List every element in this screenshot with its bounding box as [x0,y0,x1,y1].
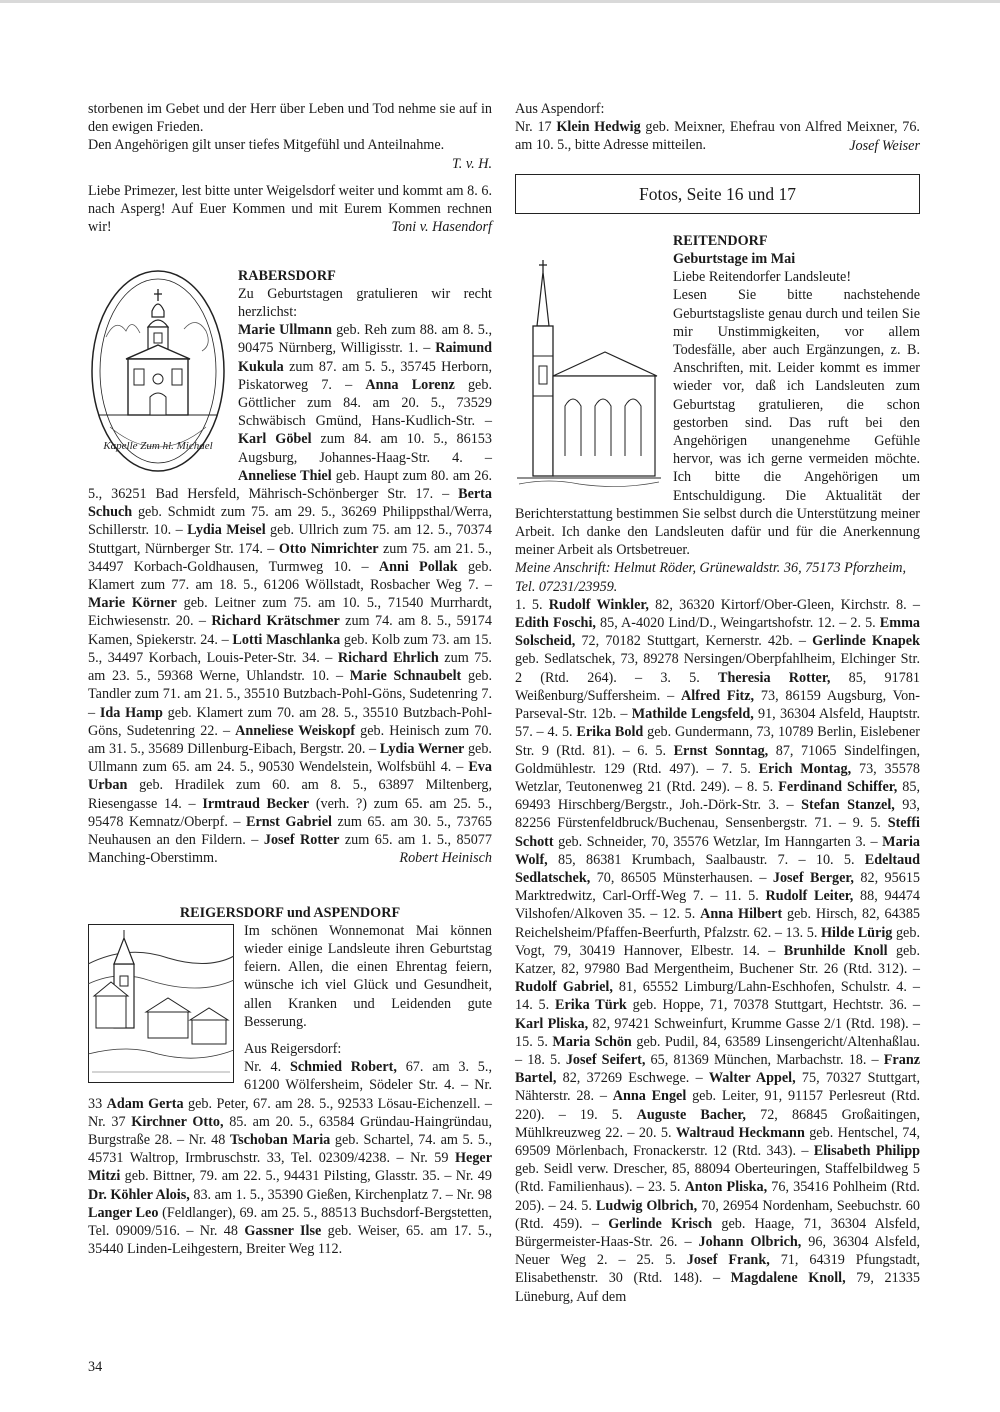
photo-reference-box [515,174,920,214]
entry-name: Stefan Stanzel, [801,797,895,814]
entry-name: Ludwig Olbrich, [595,1197,698,1214]
aspendorf-label: Aus Aspendorf: [515,101,605,117]
entry-name: Emma Solscheid, [515,615,920,650]
reigersdorf-entries [88,1058,492,1258]
entry-text: 83. am 1. 5., 35390 Gießen, Kirchenplatz 7. – [189,1186,457,1203]
entry-name: Edith Foschi, [515,615,596,632]
entry-name: Tschoban Maria [229,1131,331,1148]
entry-text: geb. Klamert zum 70. am 28. 5., 35510 Butzbach-Pohl-Göns, Sudetenring 22. – [88,704,493,739]
entry-name: Kirchner Otto, [131,1113,224,1130]
rabersdorf-section [88,267,492,868]
entry-text: geb. Hradilek zum 60. am 8. 5., 63897 Miltenberg, Riesengasse 14. – [88,777,492,812]
entry-text: 72, 70182 Stuttgart, Kernerstr. 42b. – [575,633,813,650]
entry-name: Brunhilde Knoll [783,942,888,959]
entry-name: Dr. Köhler Alois, [88,1186,190,1203]
entry-name: Otto Nimrichter [278,540,379,557]
intro-signature-1: T. v. H. [451,155,492,172]
entry-text: 82, 37269 Eschwege. – [556,1070,709,1087]
reigersdorf-heading: REIGERSDORF und ASPENDORF [179,904,401,921]
intro-signature-2: Toni v. Hasendorf [391,219,492,236]
entry-name: Anna Lorenz [365,376,455,393]
entry-name: Rudolf Leiter, [765,888,854,905]
reigersdorf-intro: Im schönen Wonnemonat Mai können wieder einige Landsleute ihren Geburtstag feiern. Allen, die einen Ehrentag feiern, wünsche ich viel Glück und Gesundheit, allen Kranken und Leidenden gute Besserung. [244,922,492,1030]
entry-name: Maria Schön [552,1033,632,1050]
entry-number: 1. 5. [515,596,549,613]
entry-name: Schmied Robert, [289,1059,397,1076]
entry-text: zum 65. am 30. 5., 73765 Neuhausen an den Fildern. – [88,813,492,848]
entry-text: 82, 36320 Kirtorf/Ober-Gleen, Kirchstr. 8. – [648,596,920,613]
entry-text: geb. Göttlicher zum 84. am 20. 5., 73529 Schwäbisch Gmünd, Hans-Kudlich-Str. – [238,376,492,430]
entry-text: geb. Leitner zum 75. am 10. 5., 71540 Murrhardt, Eichwiesenstr. 20. – [88,595,492,630]
entry-text: 70, 26954 Nordenham, Seebuchstr. 60 (Rtd. 459). – [515,1197,920,1232]
entry-number: Nr. 48 [199,1222,245,1239]
aspendorf-signature: Josef Weiser [849,137,920,154]
entry-text: 93, 82256 Fürstenfeldbruck/Buchenau, Sensenbergstr. 71. – 9. 5. [515,797,920,832]
entry-name: Richard Krätschmer [211,613,340,630]
intro-paragraph-1: storbenen im Gebet und der Herr über Leben und Tod nehme sie auf in den ewigen Frieden. [88,101,492,136]
reitendorf-entries [515,596,920,1306]
entry-name: Johann Olbrich, [698,1233,802,1250]
entry-text: geb. Hentschel, 74, 69509 Mörlenbach, Fronackerstr. 12 (Rtd. 343). – [515,1124,920,1159]
entry-name: Gerlinde Knapek [812,633,920,650]
entry-name: Josef Rotter [263,831,340,848]
reitendorf-greeting: Liebe Reitendorfer Landsleute! [673,269,852,286]
entry-name: Gerlinde Krisch [608,1215,713,1232]
entry-text: 87, 71065 Sindelfingen, Goldmühlestr. 129 (Rtd. 497). – 7. 5. [515,742,920,777]
intro-paragraph-2: Den Angehörigen gilt unser tiefes Mitgefühl und Anteilnahme. [88,137,445,154]
entry-text: geb. Bittner, 79. am 22. 5., 94431 Pilsting, Glasstr. 35. – [120,1168,456,1185]
entry-name: Lydia Meisel [187,522,266,539]
entry-text: geb. Schneider, 70, 35576 Wetzlar, Im Hanngarten 3. – [553,833,883,850]
entry-text: zum 65. am 1. 5., 85077 Manching-Oberstimm. [88,831,492,867]
entry-text: geb. Ullrich zum 75. am 12. 5., 70374 Stuttgart, Nürnberger Str. 174. – [88,522,492,557]
entry-name: Eva Urban [88,759,492,794]
entry-text: geb. Schartel, 74. am 5. 5., 45731 Waltrop, Irmbruschstr. 33, Tel. 02309/4238. – [88,1131,493,1167]
entry-text: 71, 64319 Pfungstadt, Elisabethenstr. 30 (Rtd. 148). – [515,1252,920,1287]
entry-name: Anni Pollak [378,558,458,575]
entry-name: Walter Appel, [708,1070,796,1087]
entry-text: geb. Haupt zum 80. am 26. 5., 36251 Bad Hersfeld, Mährisch-Schönberger Str. 17. – [88,467,492,503]
entry-number: Nr. 49 [455,1168,492,1185]
entry-name: Franz Bartel, [515,1051,921,1087]
entry-text: zum 75. am 23. 5., 59368 Werne, Uhlandstr. 10. – [88,649,492,685]
entry-name: Marie Ullmann [238,322,332,339]
entry-text: geb. Kolb zum 73. am 15. 5., 34497 Korbach, Louis-Peter-Str. 34. – [88,631,492,666]
church-illustration [515,256,663,494]
entry-text: geb. Haage, 71, 36304 Alsfeld, Bürgermeister-Haas-Str. 26. – [515,1215,920,1250]
reigersdorf-sublabel: Aus Reigersdorf: [244,1040,342,1057]
reitendorf-body: Lesen Sie bitte nachstehende Geburtstagsliste genau durch und teilen Sie mir Unstimmigkeiten, vor allem Todesfälle, aber auch Ergänzungen, z. B. Anschriften, mit. Leider kommt es immer wieder vor, daß ich Landsleuten zum Geburtstag gratulieren, die schon gestorben sind. Das ruft bei den Angehörigen unangenehme Gefühle hervor, was ich gerne vermeiden möchte. Ich bitte die Angehörigen um Entschuldigung. Die Aktualität der Berichterstattung bestimmen Sie selbst durch die Unterstützung meiner Arbeit. Ich danke den Landsleuten dafür und für die Anerkennung meiner Arbeit als Ortsbetreuer. [515,287,920,559]
entry-name: Rudolf Winkler, [548,596,649,613]
entry-name: Theresia Rotter, [718,669,831,686]
entry-text: 75, 70327 Stuttgart, Nähterstr. 28. – [515,1070,920,1105]
entry-number: Nr. 4. [244,1059,290,1076]
entry-text: geb. Seidl verw. Drescher, 85, 88094 Oberteuringen, Staffelbildweg 5 (Rtd. Familienhaus). – 23. 5. [515,1161,920,1196]
entry-text: geb. Hirsch, 82, 64385 Reichelsheim/Pfaffen-Beerfurth, Pfalzstr. 62. – 13. 5. [515,906,921,941]
entry-text: zum 75. am 21. 5., 34497 Korbach-Goldhausen, Turmweg 10. – [88,540,492,575]
reitendorf-subheading: Geburtstage im Mai [673,251,796,268]
photo-reference-text: Fotos, Seite 16 und 17 [638,183,797,204]
entry-number: Nr. 37 [88,1113,132,1130]
entry-name: Anna Engel [612,1088,687,1105]
entry-number: Nr. 98 [456,1186,493,1203]
entry-name: Erika Türk [555,997,627,1014]
entry-text: geb. Peter, 67. am 28. 5., 92533 Lösau-Eichenzell. – [183,1095,492,1112]
entry-text: 72, 86845 Großaitingen, Mühlkreuzweg 22. – 20. 5. [515,1106,920,1141]
entry-name: Auguste Bacher, [636,1106,746,1123]
entry-name: Irmtraud Becker [202,795,310,812]
entry-text: geb. Katzer, 82, 97980 Bad Mergentheim, Buchener Str. 26 (Rtd. 312). – [515,942,920,977]
aspendorf-entry-text: geb. Meixner, Ehefrau von Alfred Meixner, 76. am 10. 5., bitte Adresse mitteilen. [515,119,920,154]
entry-text: 85, 69493 Hirschberg/Bergstr., Joh.-Dörk-Str. 3. – [515,778,920,814]
entry-text: 67. am 3. 5., 61200 Wölfersheim, Södeler Str. 4. – [244,1059,492,1094]
reitendorf-section [515,232,920,1306]
entry-name: Ferdinand Schiffer, [778,778,898,795]
entry-name: Elisabeth Philipp [813,1142,920,1159]
aspendorf-entry-number: Nr. 17 [515,119,557,136]
entry-text: zum 84. am 10. 5., 86153 Augsburg, Johannes-Haag-Str. 4. – [238,431,492,466]
aspendorf-entry-name: Klein Hedwig [556,119,641,136]
entry-text: geb. Weiser, 65. am 17. 5., 35440 Linden-Leihgestern, Breiter Weg 112. [88,1222,492,1258]
entry-name: Waltraud Heckmann [675,1124,805,1141]
chapel-inscription: Kapelle Zum hl. Michael [103,439,213,452]
entry-text: 79, 21335 Lüneburg, Auf dem [515,1270,920,1305]
page-number: 34 [88,1359,103,1375]
reitendorf-address: Meine Anschrift: Helmut Röder, Grünewaldstr. 36, 75173 Pforzheim, Tel. 07231/23959. [515,560,907,595]
intro-paragraph-3: Liebe Primezer, lest bitte unter Weigelsdorf weiter und kommt am 8. 6. nach Asperg! Auf Euer Kommen und mit Eurem Kommen rechnen wir! [88,182,492,236]
entry-name: Adam Gerta [106,1095,184,1112]
entry-name: Maria Wolf, [515,833,920,868]
entry-text: geb. Tandler zum 71. am 21. 5., 35510 Butzbach-Pohl-Göns, Sudetenring 7. – [88,668,493,721]
entry-name: Marie Körner [88,595,177,612]
page-top-rule [0,0,1000,3]
rabersdorf-heading: RABERSDORF [238,267,336,284]
entry-text: 85. am 20. 5., 63584 Gründau-Haingründau, Burgstraße 28. – [88,1113,492,1148]
entry-name: Heger Mitzi [88,1150,493,1185]
entry-name: Karl Pliska, [515,1015,589,1032]
entry-name: Lydia Werner [379,740,465,757]
entry-text: 76, 35416 Pohlheim (Rtd. 205). – 24. 5. [515,1179,920,1214]
entry-name: Anton Pliska, [684,1179,768,1196]
entry-name: Marie Schnaubelt [349,668,462,685]
entry-text: 65, 81369 München, Marbachstr. 18. – [645,1051,884,1068]
rabersdorf-intro: Zu Geburtstagen gratulieren wir recht herzlichst: [238,285,492,321]
rabersdorf-signature: Robert Heinisch [399,850,492,867]
entry-text: geb. Reh zum 88. am 8. 5., 90475 Nürnberg, Willigisstr. 1. – [238,322,492,357]
entry-name: Anneliese Thiel [238,467,332,484]
entry-name: Josef Berger, [772,869,854,886]
entry-text: geb. Schmidt zum 75. am 29. 5., 36269 Philippsthal/Werra, Schillerstr. 10. – [88,504,492,539]
reitendorf-heading: REITENDORF [673,232,768,249]
entry-number: Nr. 59 [410,1150,455,1167]
entry-name: Karl Göbel [238,431,312,448]
entry-text: (verh. ?) zum 65. am 25. 5., 95478 Kemnatz/Oberpf. – [88,795,492,830]
entry-name: Erich Montag, [758,760,852,777]
entry-text: 70, 86505 Münsterhausen. – [590,869,773,886]
entry-name: Ernst Gabriel [246,813,332,830]
entry-text: 85, A-4020 Lind/D., Weingartshofstr. 12. – 2. 5. [595,615,880,632]
entry-name: Richard Ehrlich [337,649,439,666]
entry-name: Langer Leo [88,1204,159,1221]
entry-text: geb. Sedlatschek, 73, 89278 Nersingen/Oberpfahlheim, Elchinger Str. 2 (Rtd. 264). – 3. 5. [515,651,920,686]
entry-number: Nr. 48 [188,1131,230,1148]
entry-text: geb. Vogt, 79, 30419 Hannover, Elbestr. 14. – [515,924,920,959]
entry-text: 96, 36304 Alsfeld, Neuer Weg 2. – 25. 5. [515,1233,920,1269]
entry-name: Anneliese Weiskopf [235,722,356,739]
village-illustration [88,924,234,1084]
entry-name: Alfred Fitz, [680,687,755,704]
reigersdorf-section [88,904,492,1259]
entry-name: Josef Frank, [686,1252,770,1269]
entry-name: Rudolf Gabriel, [515,979,613,996]
entry-text: 73, 35578 Wetzlar, Teutonenweg 21 (Rtd. 249). – 8. 5. [515,760,920,795]
chapel-illustration [88,267,228,475]
entry-text: geb. Klamert zum 77. am 18. 5., 61206 Wöllstadt, Rosbacher Weg 7. – [88,558,492,594]
entry-text: 73, 86159 Augsburg, Von-Parseval-Str. 12b. – [515,687,920,723]
entry-text: 82, 97421 Schweinfurt, Krumme Gasse 2/1 (Rtd. 198). – 15. 5. [515,1015,920,1050]
entry-name: Edeltaud Sedlatschek, [515,851,920,886]
entry-name: Hilde Lürig [821,924,893,941]
entry-text: 82, 95615 Marktredwitz, Carl-Orff-Weg 7. – 11. 5. [515,869,920,905]
entry-name: Ida Hamp [99,704,163,721]
entry-number: Nr. 33 [88,1077,492,1112]
entry-text: 85, 86381 Krumbach, Saalbaustr. 7. – 10. 5. [547,851,865,868]
left-column [88,100,492,1258]
entry-name: Anna Hilbert [700,906,783,923]
entry-name: Mathilde Lengsfeld, [631,706,754,723]
entry-text: 91, 36304 Alsfeld, Hauptstr. 57. – 4. 5. [515,706,921,741]
entry-name: Magdalene Knoll, [730,1270,846,1287]
entry-text: zum 74. am 8. 5., 59174 Kamen, Spiekerstr. 24. – [88,613,492,648]
entry-name: Josef Seifert, [565,1051,646,1068]
entry-text: geb. Hoppe, 71, 70378 Stuttgart, Hechtstr. 36. – [626,997,920,1014]
entry-text: geb. Heinisch zum 70. am 31. 5., 35689 Dillenburg-Eibach, Bergstr. 20. – [88,722,492,757]
entry-text: geb. Gundermann, 73, 10789 Berlin, Eislebener Str. 9 (Rtd. 81). – 6. 5. [515,724,921,759]
entry-text: 85, 91781 Weißenburg/Suffersheim. – [515,669,920,704]
entry-text: 88, 94474 Vilshofen/Alkoven 35. – 12. 5. [515,888,920,923]
entry-text: 81, 65552 Limburg/Lahn-Eschhofen, Schulstr. 4. – 14. 5. [515,979,921,1014]
entry-name: Berta Schuch [88,486,492,521]
entry-name: Erika Bold [576,724,644,741]
entry-text: geb. Pudil, 84, 63589 Linsengericht/Altenhaßlau. – 18. 5. [515,1033,920,1068]
entry-name: Lotti Maschlanka [232,631,341,648]
right-column [515,100,920,1306]
entry-text: geb. Leiter, 91, 91157 Perlesreut (Rtd. 220). – 19. 5. [515,1088,920,1123]
entry-name: Gassner Ilse [244,1222,322,1239]
entry-name: Raimund Kukula [238,340,492,375]
entry-text: zum 87. am 5. 5., 35745 Herborn, Piskatorweg 7. – [238,358,492,393]
entry-name: Steffi Schott [515,815,920,850]
entry-text: geb. Ullmann zum 65. am 24. 5., 90530 Wendelstein, Wolfsbühl 4. – [88,740,492,776]
entry-text: (Feldlanger), 69. am 25. 5., 88513 Buchsdorf-Bergstetten, Tel. 09009/516. – [88,1204,493,1239]
entry-name: Ernst Sonntag, [673,742,769,759]
